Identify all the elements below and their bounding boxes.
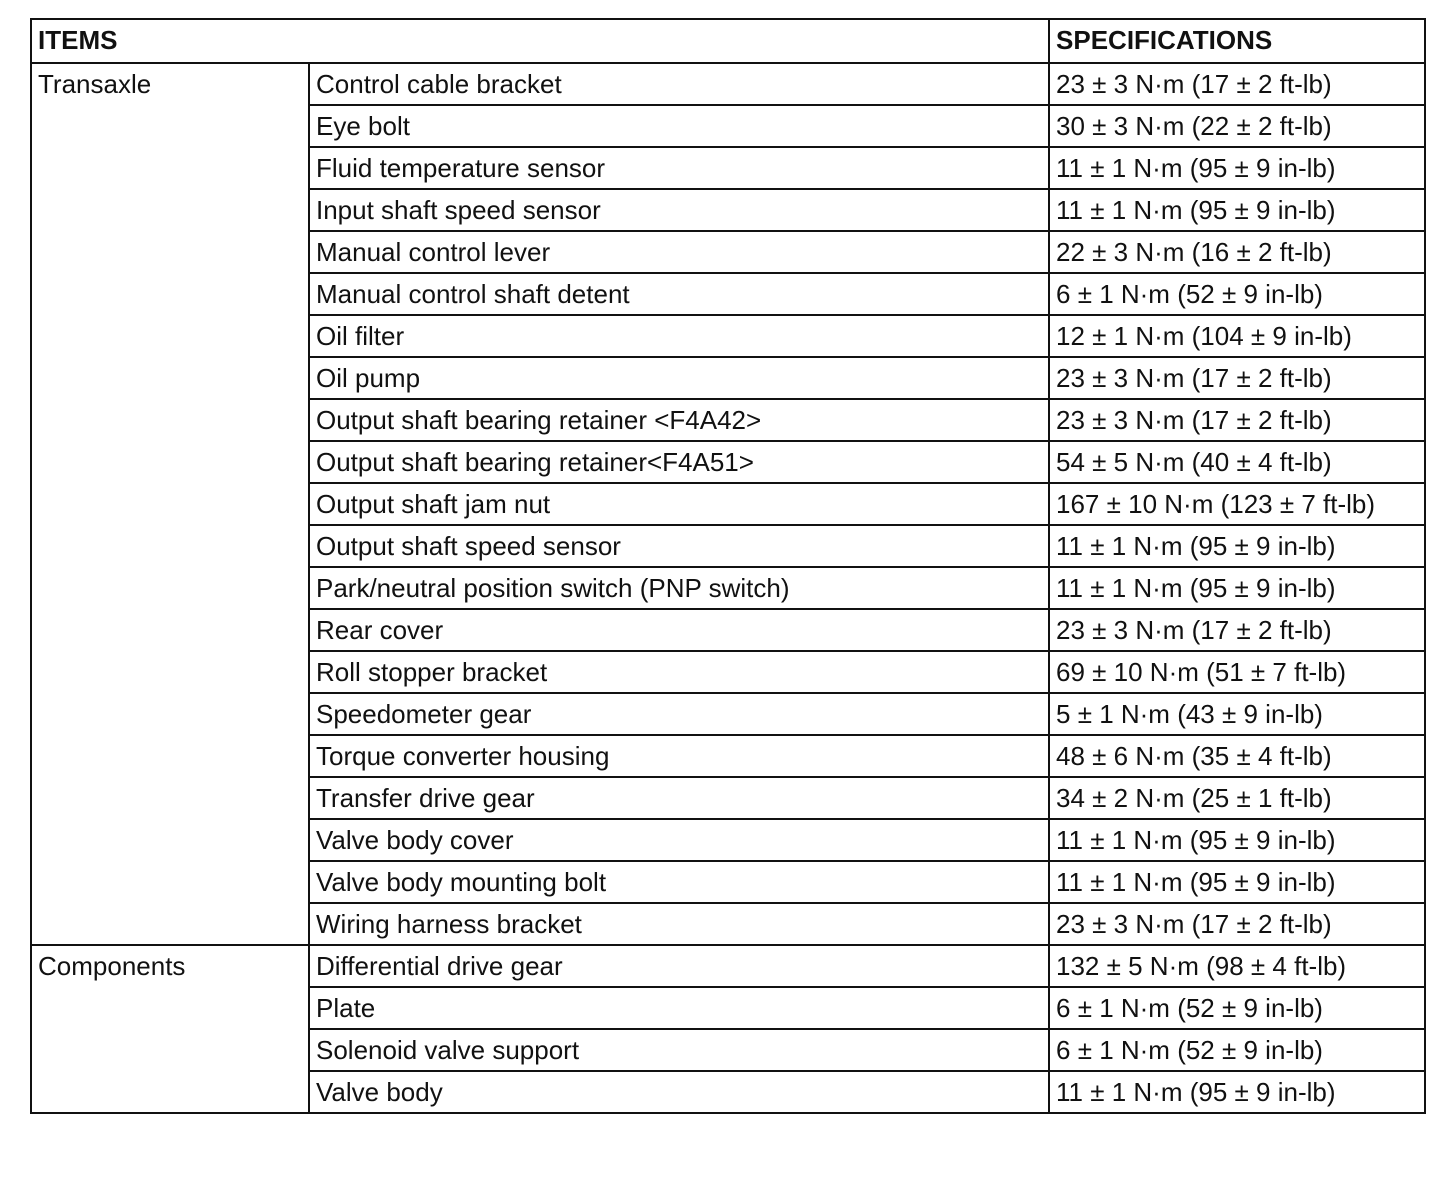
item-name: Oil filter — [309, 315, 1049, 357]
item-spec: 11 ± 1 N·m (95 ± 9 in-lb) — [1049, 1071, 1425, 1113]
item-name: Output shaft bearing retainer <F4A42> — [309, 399, 1049, 441]
item-name: Eye bolt — [309, 105, 1049, 147]
item-name: Valve body — [309, 1071, 1049, 1113]
item-name: Input shaft speed sensor — [309, 189, 1049, 231]
item-name: Speedometer gear — [309, 693, 1049, 735]
item-spec: 11 ± 1 N·m (95 ± 9 in-lb) — [1049, 189, 1425, 231]
items-header: ITEMS — [31, 19, 1049, 63]
item-spec: 48 ± 6 N·m (35 ± 4 ft-lb) — [1049, 735, 1425, 777]
table-row — [31, 945, 1425, 987]
item-spec: 30 ± 3 N·m (22 ± 2 ft-lb) — [1049, 105, 1425, 147]
table-row — [31, 63, 1425, 105]
item-spec: 6 ± 1 N·m (52 ± 9 in-lb) — [1049, 987, 1425, 1029]
item-name: Plate — [309, 987, 1049, 1029]
item-name: Solenoid valve support — [309, 1029, 1049, 1071]
item-name: Manual control shaft detent — [309, 273, 1049, 315]
item-name: Output shaft jam nut — [309, 483, 1049, 525]
item-name: Oil pump — [309, 357, 1049, 399]
item-name: Torque converter housing — [309, 735, 1049, 777]
item-spec: 69 ± 10 N·m (51 ± 7 ft-lb) — [1049, 651, 1425, 693]
item-spec: 6 ± 1 N·m (52 ± 9 in-lb) — [1049, 273, 1425, 315]
table-body — [31, 63, 1425, 1113]
item-name: Output shaft speed sensor — [309, 525, 1049, 567]
item-spec: 11 ± 1 N·m (95 ± 9 in-lb) — [1049, 147, 1425, 189]
item-spec: 54 ± 5 N·m (40 ± 4 ft-lb) — [1049, 441, 1425, 483]
item-spec: 23 ± 3 N·m (17 ± 2 ft-lb) — [1049, 63, 1425, 105]
item-spec: 132 ± 5 N·m (98 ± 4 ft-lb) — [1049, 945, 1425, 987]
item-spec: 11 ± 1 N·m (95 ± 9 in-lb) — [1049, 819, 1425, 861]
item-name: Rear cover — [309, 609, 1049, 651]
item-spec: 11 ± 1 N·m (95 ± 9 in-lb) — [1049, 567, 1425, 609]
group-label: Components — [31, 945, 309, 1113]
header-row — [31, 19, 1425, 63]
item-name: Wiring harness bracket — [309, 903, 1049, 945]
specifications-header: SPECIFICATIONS — [1049, 19, 1425, 63]
item-spec: 167 ± 10 N·m (123 ± 7 ft-lb) — [1049, 483, 1425, 525]
item-spec: 11 ± 1 N·m (95 ± 9 in-lb) — [1049, 525, 1425, 567]
item-spec: 23 ± 3 N·m (17 ± 2 ft-lb) — [1049, 399, 1425, 441]
item-spec: 5 ± 1 N·m (43 ± 9 in-lb) — [1049, 693, 1425, 735]
item-spec: 11 ± 1 N·m (95 ± 9 in-lb) — [1049, 861, 1425, 903]
item-name: Valve body cover — [309, 819, 1049, 861]
item-name: Differential drive gear — [309, 945, 1049, 987]
item-name: Manual control lever — [309, 231, 1049, 273]
group-label: Transaxle — [31, 63, 309, 945]
item-spec: 22 ± 3 N·m (16 ± 2 ft-lb) — [1049, 231, 1425, 273]
item-spec: 23 ± 3 N·m (17 ± 2 ft-lb) — [1049, 903, 1425, 945]
torque-spec-table — [30, 18, 1426, 1114]
item-name: Fluid temperature sensor — [309, 147, 1049, 189]
item-name: Control cable bracket — [309, 63, 1049, 105]
item-name: Output shaft bearing retainer<F4A51> — [309, 441, 1049, 483]
item-spec: 34 ± 2 N·m (25 ± 1 ft-lb) — [1049, 777, 1425, 819]
item-name: Roll stopper bracket — [309, 651, 1049, 693]
item-spec: 12 ± 1 N·m (104 ± 9 in-lb) — [1049, 315, 1425, 357]
item-name: Park/neutral position switch (PNP switch) — [309, 567, 1049, 609]
item-name: Transfer drive gear — [309, 777, 1049, 819]
item-name: Valve body mounting bolt — [309, 861, 1049, 903]
item-spec: 6 ± 1 N·m (52 ± 9 in-lb) — [1049, 1029, 1425, 1071]
item-spec: 23 ± 3 N·m (17 ± 2 ft-lb) — [1049, 357, 1425, 399]
item-spec: 23 ± 3 N·m (17 ± 2 ft-lb) — [1049, 609, 1425, 651]
